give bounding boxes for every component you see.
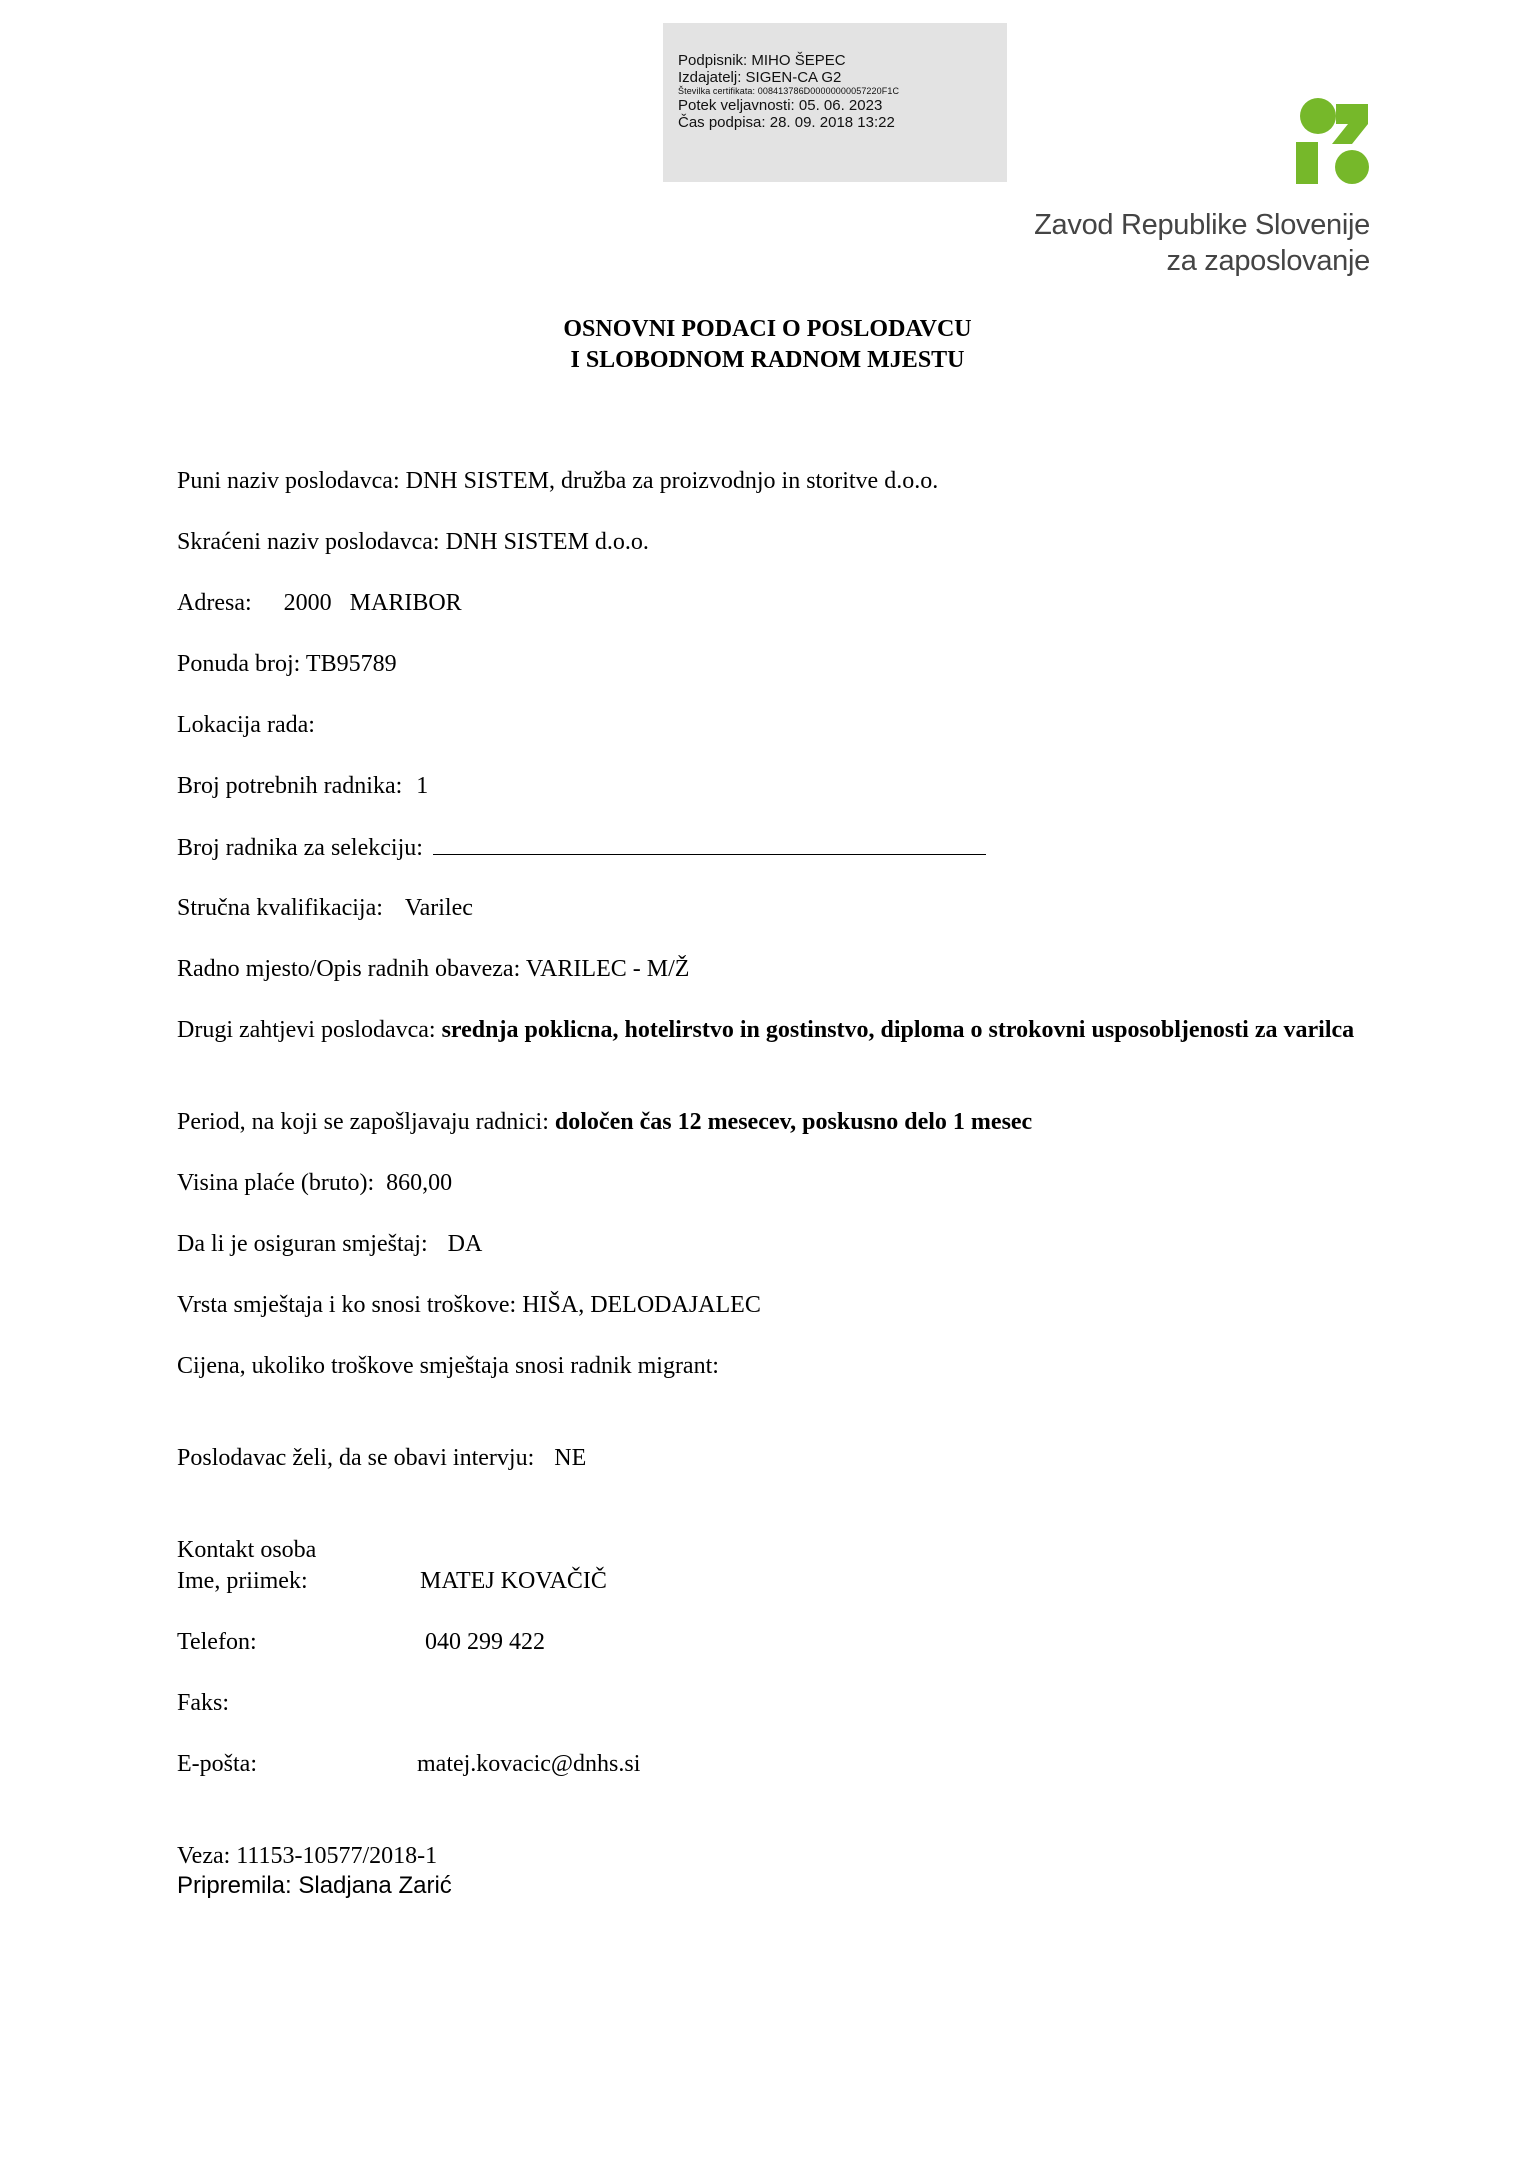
field-interview <box>177 1443 586 1474</box>
contact-name-row <box>177 1566 308 1597</box>
field-label: Adresa: <box>177 590 252 616</box>
field-value: DA <box>447 1231 483 1257</box>
signature-signer: Podpisnik: MIHO ŠEPEC <box>678 52 846 69</box>
field-location <box>177 710 315 741</box>
field-label: Puni naziv poslodavca: <box>177 468 400 494</box>
field-qualification <box>177 893 473 924</box>
zrss-logo-icon <box>1296 98 1371 186</box>
field-label: Da li je osiguran smještaj: <box>177 1231 428 1257</box>
field-value: določen čas 12 mesecev, poskusno delo 1 mesec <box>554 1109 1033 1135</box>
field-workers-needed <box>177 771 428 802</box>
field-label: Skraćeni naziv poslodavca: <box>177 529 440 555</box>
field-value: DNH SISTEM d.o.o. <box>445 529 649 555</box>
field-label: Visina plaće (bruto): <box>177 1170 375 1196</box>
field-label: Radno mjesto/Opis radnih obaveza: <box>177 956 521 982</box>
field-label: Broj potrebnih radnika: <box>177 773 403 799</box>
field-value: srednja poklicna, hotelirstvo in gostinstvo, diploma o strokovni usposobljenosti za varilca <box>441 1017 1355 1043</box>
field-short-name <box>177 527 649 558</box>
signature-certificate: Številka certifikata: 008413786D00000000057220F1C <box>678 86 900 96</box>
field-accommodation <box>177 1229 482 1260</box>
prepared-by: Pripremila: Sladjana Zarić <box>177 1872 452 1899</box>
field-address <box>177 588 462 619</box>
field-full-name <box>177 466 938 497</box>
field-requirements <box>177 1015 1377 1046</box>
field-value: 1 <box>416 773 429 799</box>
field-label: Drugi zahtjevi poslodavca: <box>177 1017 436 1043</box>
field-value: 860,00 <box>386 1170 453 1196</box>
field-offer-number <box>177 649 397 680</box>
field-label: Poslodavac želi, da se obavi intervju: <box>177 1445 535 1471</box>
address-postcode: 2000 <box>283 590 332 616</box>
field-value: Varilec <box>404 895 473 921</box>
field-value: TB95789 <box>305 651 397 677</box>
field-label: Stručna kvalifikacija: <box>177 895 383 921</box>
contact-email[interactable]: matej.kovacic@dnhs.si <box>417 1751 641 1777</box>
reference-number: Veza: 11153-10577/2018-1 <box>177 1843 438 1869</box>
field-job <box>177 954 689 985</box>
field-period <box>177 1107 1032 1138</box>
field-value: DNH SISTEM, družba za proizvodnjo in storitve d.o.o. <box>405 468 939 494</box>
contact-name-label: Ime, priimek: <box>177 1568 308 1594</box>
field-workers-selection <box>177 832 986 864</box>
organization-name <box>1034 207 1370 279</box>
title-line-1: OSNOVNI PODACI O POSLODAVCU <box>563 316 972 342</box>
contact-phone: 040 299 422 <box>425 1629 545 1655</box>
contact-email-label: E-pošta: <box>177 1751 257 1777</box>
field-label: Vrsta smještaja i ko snosi troškove: <box>177 1292 517 1318</box>
contact-name: MATEJ KOVAČIČ <box>420 1568 607 1594</box>
signature-issuer: Izdajatelj: SIGEN-CA G2 <box>678 69 842 86</box>
field-label: Broj radnika za selekciju: <box>177 835 423 861</box>
signature-validity: Potek veljavnosti: 05. 06. 2023 <box>678 97 883 114</box>
document-title <box>0 314 1535 376</box>
field-value: HIŠA, DELODAJALEC <box>522 1292 761 1318</box>
field-label: Ponuda broj: <box>177 651 301 677</box>
field-value: VARILEC - M/Ž <box>525 956 690 982</box>
field-label: Cijena, ukoliko troškove smještaja snosi radnik migrant: <box>177 1353 719 1379</box>
title-line-2: I SLOBODNOM RADNOM MJESTU <box>570 347 965 373</box>
blank-line <box>433 832 986 855</box>
address-city: MARIBOR <box>349 590 462 616</box>
field-value: NE <box>554 1445 587 1471</box>
field-label: Lokacija rada: <box>177 712 315 738</box>
organization-line-1: Zavod Republike Slovenije <box>1034 209 1370 241</box>
field-accommodation-type <box>177 1290 761 1321</box>
contact-phone-label: Telefon: <box>177 1629 257 1655</box>
contact-heading: Kontakt osoba <box>177 1537 317 1563</box>
field-salary <box>177 1168 452 1199</box>
signature-time: Čas podpisa: 28. 09. 2018 13:22 <box>678 114 895 131</box>
contact-fax-label: Faks: <box>177 1690 230 1716</box>
field-accommodation-price <box>177 1351 719 1382</box>
field-label: Period, na koji se zapošljavaju radnici: <box>177 1109 549 1135</box>
organization-line-2: za zaposlovanje <box>1166 245 1370 277</box>
signature-box <box>663 23 1007 182</box>
